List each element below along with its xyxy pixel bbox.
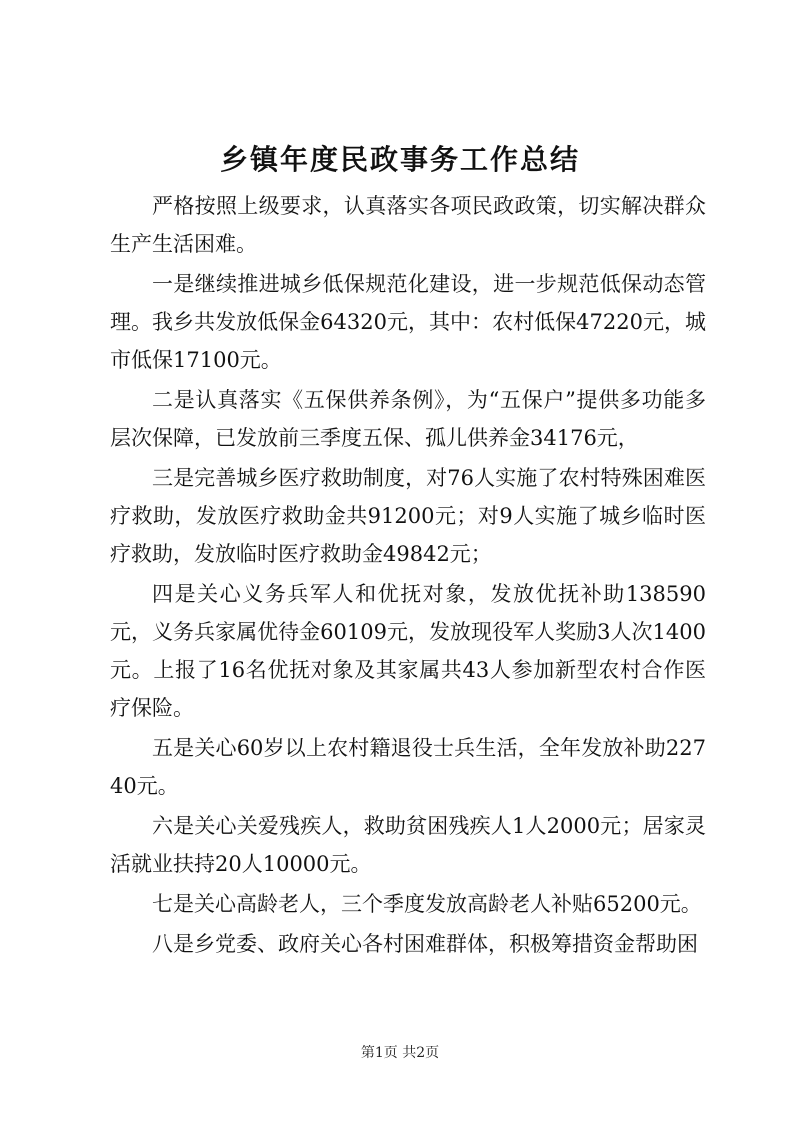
paragraph-item-6: 六是关心关爱残疾人，救助贫困残疾人1人2000元；居家灵活就业扶持20人10000元。 bbox=[110, 814, 706, 876]
paragraph-item-7: 七是关心高龄老人，三个季度发放高龄老人补贴65200元。 bbox=[152, 892, 702, 916]
paragraph-item-1: 一是继续推进城乡低保规范化建设，进一步规范低保动态管理。我乡共发放低保金64320元，其中：农村低保47220元，城市低保17100元。 bbox=[110, 272, 706, 372]
document-title: 乡镇年度民政事务工作总结 bbox=[219, 143, 580, 176]
paragraph-item-4: 四是关心义务兵军人和优抚对象，发放优抚补助138590元，义务兵家属优待金60109元，发放现役军人奖励3人次1400元。上报了16名优抚对象及其家属共43人参加新型农村合作医疗保险。 bbox=[110, 582, 706, 720]
paragraph-item-2: 二是认真落实《五保供养条例》，为“五保户”提供多功能多层次保障，已发放前三季度五保、孤儿供养金34176元， bbox=[110, 388, 706, 450]
paragraph-item-3: 三是完善城乡医疗救助制度，对76人实施了农村特殊困难医疗救助，发放医疗救助金共91200元；对9人实施了城乡临时医疗救助，发放临时医疗救助金49842元； bbox=[110, 466, 706, 566]
paragraph-intro: 严格按照上级要求，认真落实各项民政政策，切实解决群众生产生活困难。 bbox=[110, 194, 706, 256]
paragraph-item-5: 五是关心60岁以上农村籍退役士兵生活，全年发放补助22740元。 bbox=[110, 736, 706, 798]
document-body bbox=[110, 187, 706, 965]
page-indicator: 第1页 共2页 bbox=[360, 1045, 440, 1061]
paragraph-item-8: 八是乡党委、政府关心各村困难群体，积极筹措资金帮助困 bbox=[152, 932, 698, 956]
